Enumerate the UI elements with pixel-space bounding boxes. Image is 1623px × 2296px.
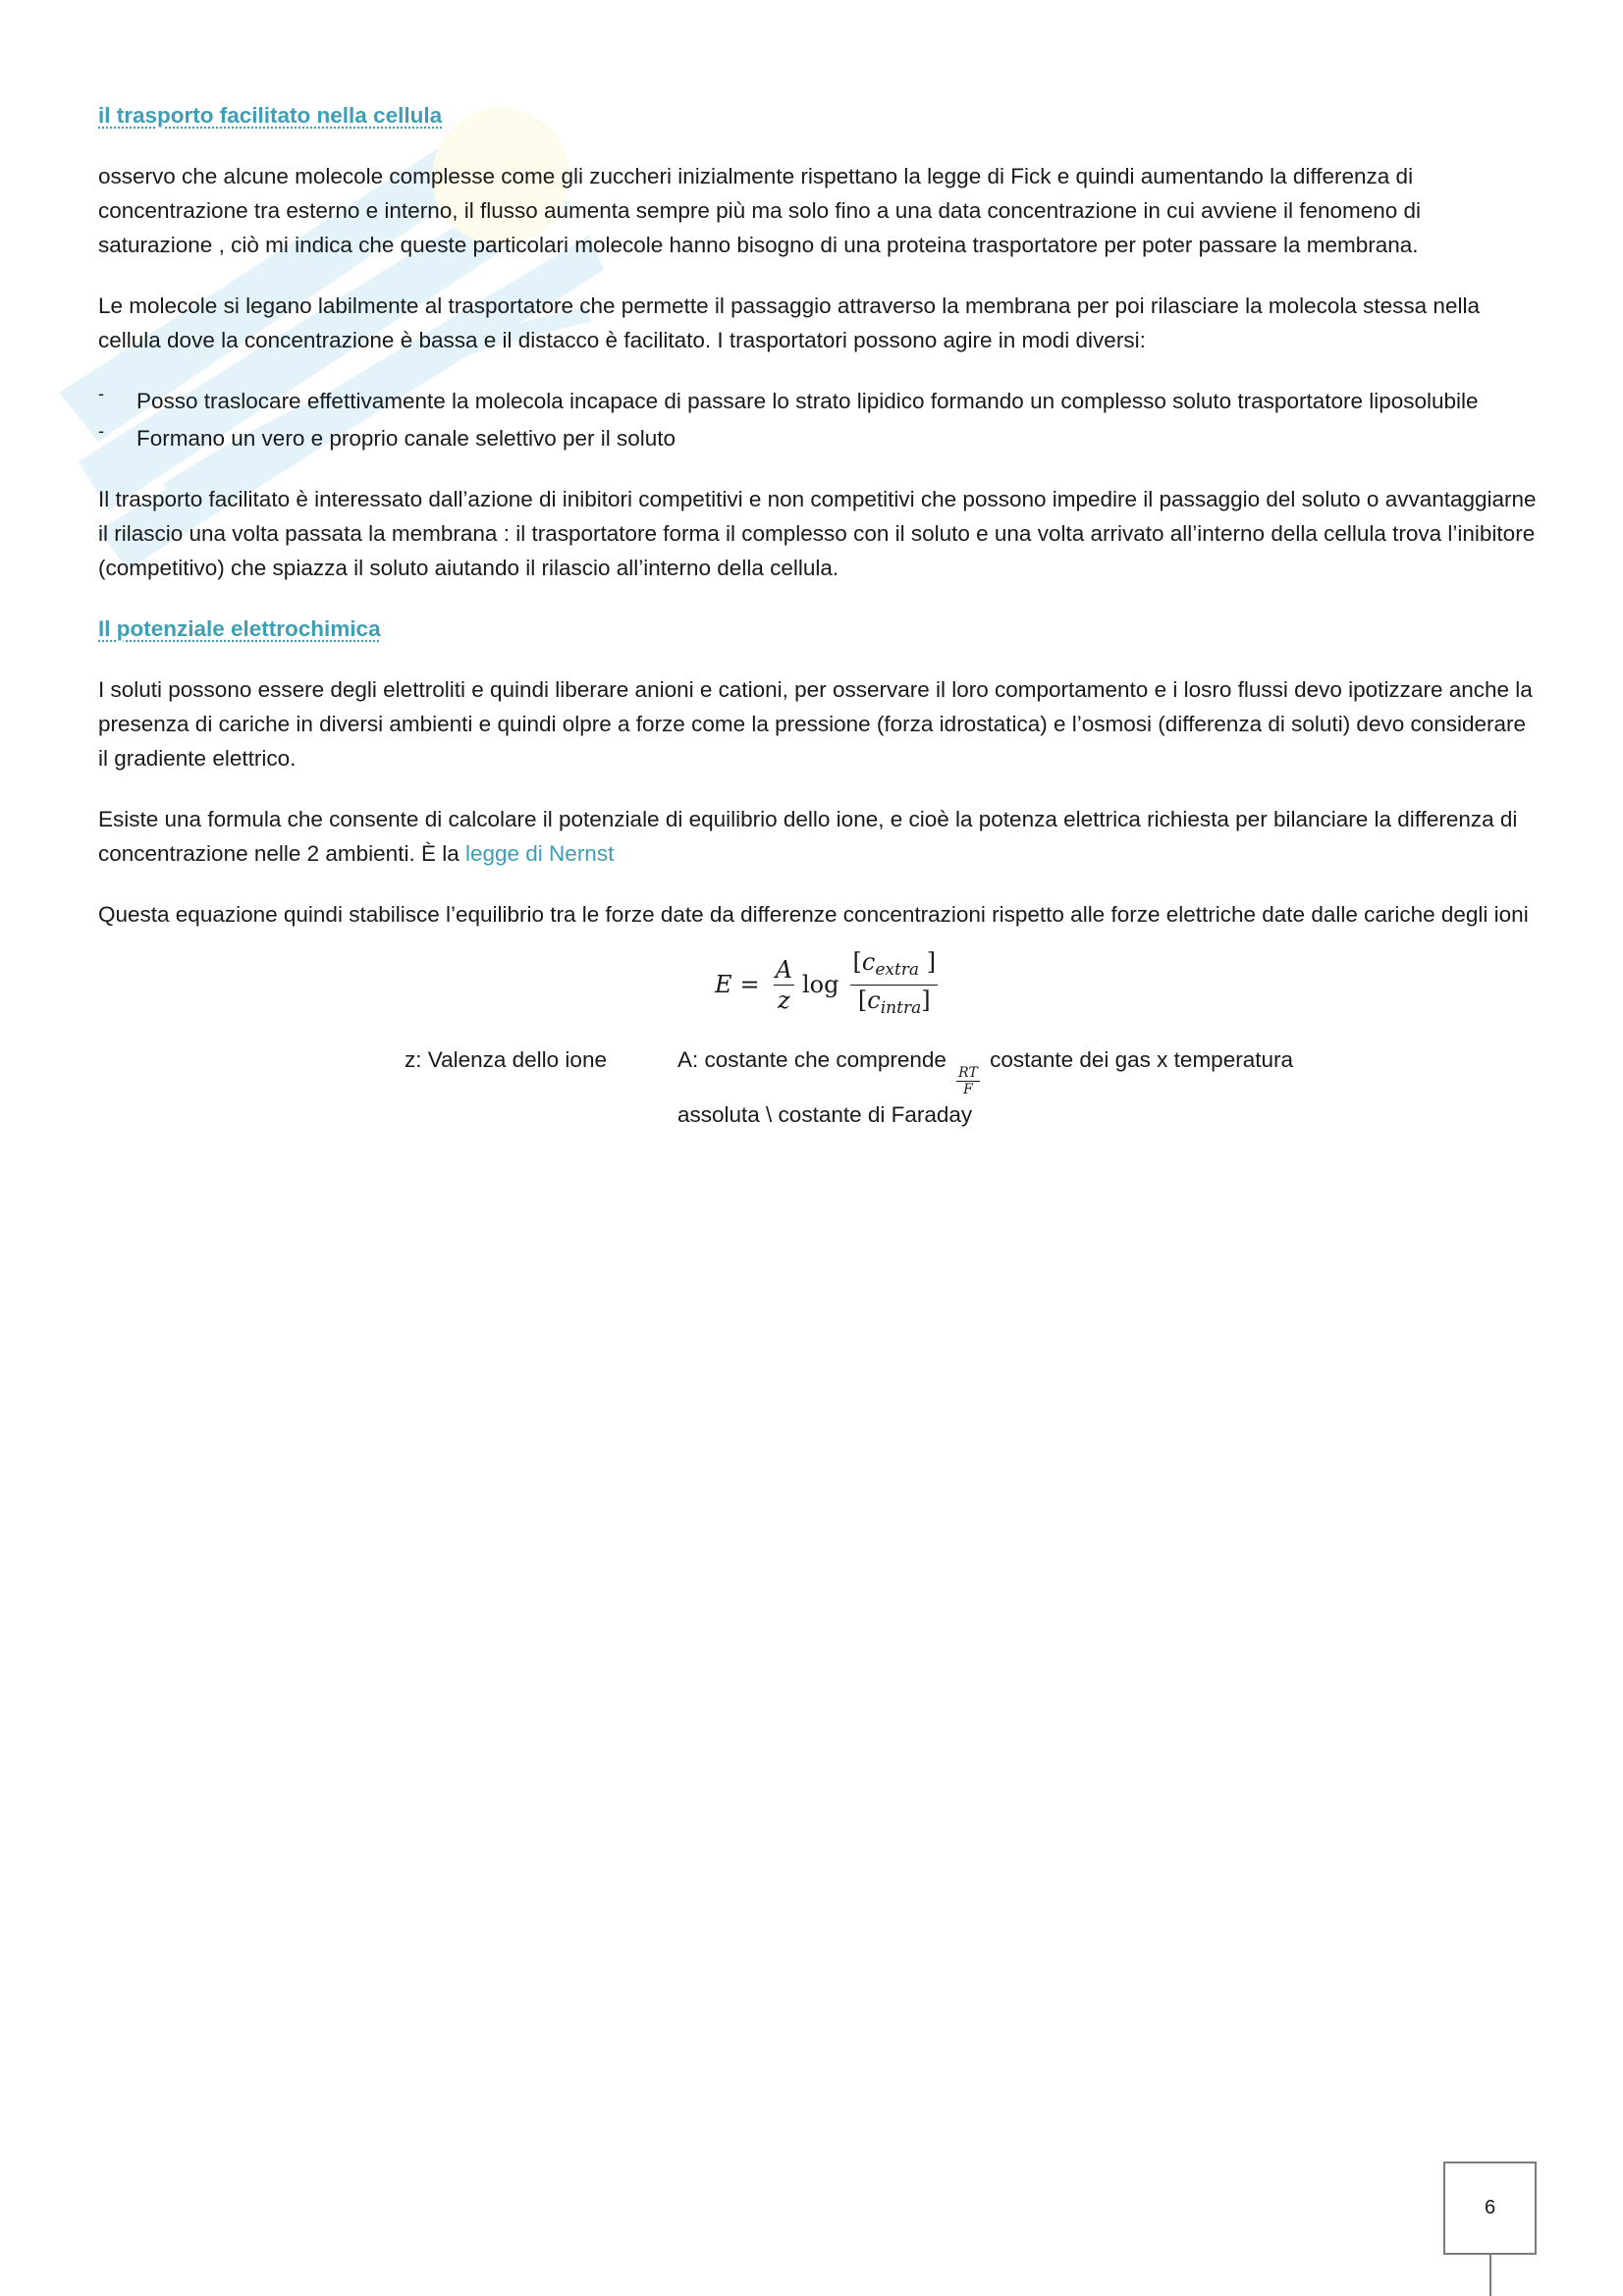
bracket-open: [ (852, 947, 862, 976)
legend-a (677, 1042, 1365, 1132)
page-number-connector (1489, 2255, 1491, 2296)
list-bullet: - (98, 421, 104, 441)
legend-a-text: A: costante che comprende (677, 1047, 953, 1072)
concentration-intra (856, 986, 933, 1023)
list-item (98, 384, 1537, 418)
list-item (98, 421, 1537, 455)
paragraph: I soluti possono essere degli elettroliti e quindi liberare anioni e cationi, per osservare il loro comportamento e i losro flussi devo ipotizzare anche la presenza di cariche in diversi ambienti e quindi olpre a forze come la pressione (forza idrostatica) e l’osmosi (differenza di soluti) devo considerare il gradiente elettrico. (98, 677, 1533, 771)
mini-numerator: RT (958, 1065, 978, 1081)
list-bullet: - (98, 384, 104, 403)
nernst-link[interactable]: legge di Nernst (464, 841, 615, 866)
paragraph: Le molecole si legano labilmente al trasportatore che permette il passaggio attraverso la membrana per poi rilasciare la molecola stessa nella cellula dove la concentrazione è bassa e il distacco è facilitato. I trasportatori possono agire in modi diversi: (98, 294, 1480, 352)
list-item-text: Posso traslocare effettivamente la molecola incapace di passare lo strato lipidico formando un complesso soluto trasportatore liposolubile (136, 389, 1479, 413)
conc-var: c (867, 986, 881, 1014)
nernst-equation (715, 942, 1537, 1027)
fraction-denominator: z (777, 986, 790, 1014)
page-content (98, 98, 1537, 1131)
fraction-a-over-z (774, 955, 794, 1015)
section-heading-trasporto: il trasporto facilitato nella cellula (98, 103, 443, 128)
formula-lhs: E (715, 970, 732, 998)
page-number-box (1443, 2162, 1537, 2255)
legend-a-text: costante dei gas x temperatura assoluta \ costante di Faraday (677, 1047, 1293, 1127)
list-item-text: Formano un vero e proprio canale selettivo per il soluto (136, 426, 676, 451)
paragraph (98, 802, 1537, 871)
formula-equals: = (739, 970, 760, 998)
paragraph: Questa equazione quindi stabilisce l’equilibrio tra le forze date da differenze concentrazioni rispetto alle forze elettriche date dalle cariche degli ioni (98, 902, 1529, 927)
conc-sub-extra: extra (875, 959, 920, 980)
legend-z: z: Valenza dello ione (405, 1047, 607, 1072)
formula-log: log (801, 970, 839, 998)
concentration-extra (850, 947, 938, 986)
page-number: 6 (1484, 2197, 1496, 2218)
mini-denominator: F (963, 1082, 973, 1097)
paragraph-text: Esiste una formula che consente di calcolare il potenziale di equilibrio dello ione, e cioè la potenza elettrica richiesta per bilanciare la differenza di concentrazione nelle 2 ambienti. È la (98, 807, 1518, 866)
conc-sub-intra: intra (880, 997, 922, 1018)
bracket-open: [ (857, 986, 868, 1014)
bracket-close: ] (919, 947, 937, 976)
formula-legend (98, 1042, 1537, 1131)
fraction-rt-over-f (956, 1065, 980, 1097)
paragraph: Il trasporto facilitato è interessato dall’azione di inibitori competitivi e non competitivi che possono impedire il passaggio del soluto o avvantaggiarne il rilascio una volta passata la membrana : il trasportatore forma il complesso con il soluto e una volta arrivato all’interno della cellula trova l’inibitore (competitivo) che spiazza il soluto aiutando il rilascio all’interno della cellula. (98, 487, 1537, 580)
bracket-close: ] (921, 986, 931, 1014)
section-heading-potenziale: Il potenziale elettrochimica (98, 616, 381, 641)
conc-var: c (861, 947, 876, 976)
concentration-ratio (850, 947, 938, 1023)
bullet-list (98, 384, 1537, 455)
paragraph: osservo che alcune molecole complesse come gli zuccheri inizialmente rispettano la legge di Fick e quindi aumentando la differenza di concentrazione tra esterno e interno, il flusso aumenta sempre più ma solo fino a una data concentrazione in cui avviene il fenomeno di saturazione , ciò mi indica che queste particolari molecole hanno bisogno di una proteina trasportatore per poter passare la membrana. (98, 164, 1422, 257)
fraction-numerator: A (775, 955, 792, 984)
